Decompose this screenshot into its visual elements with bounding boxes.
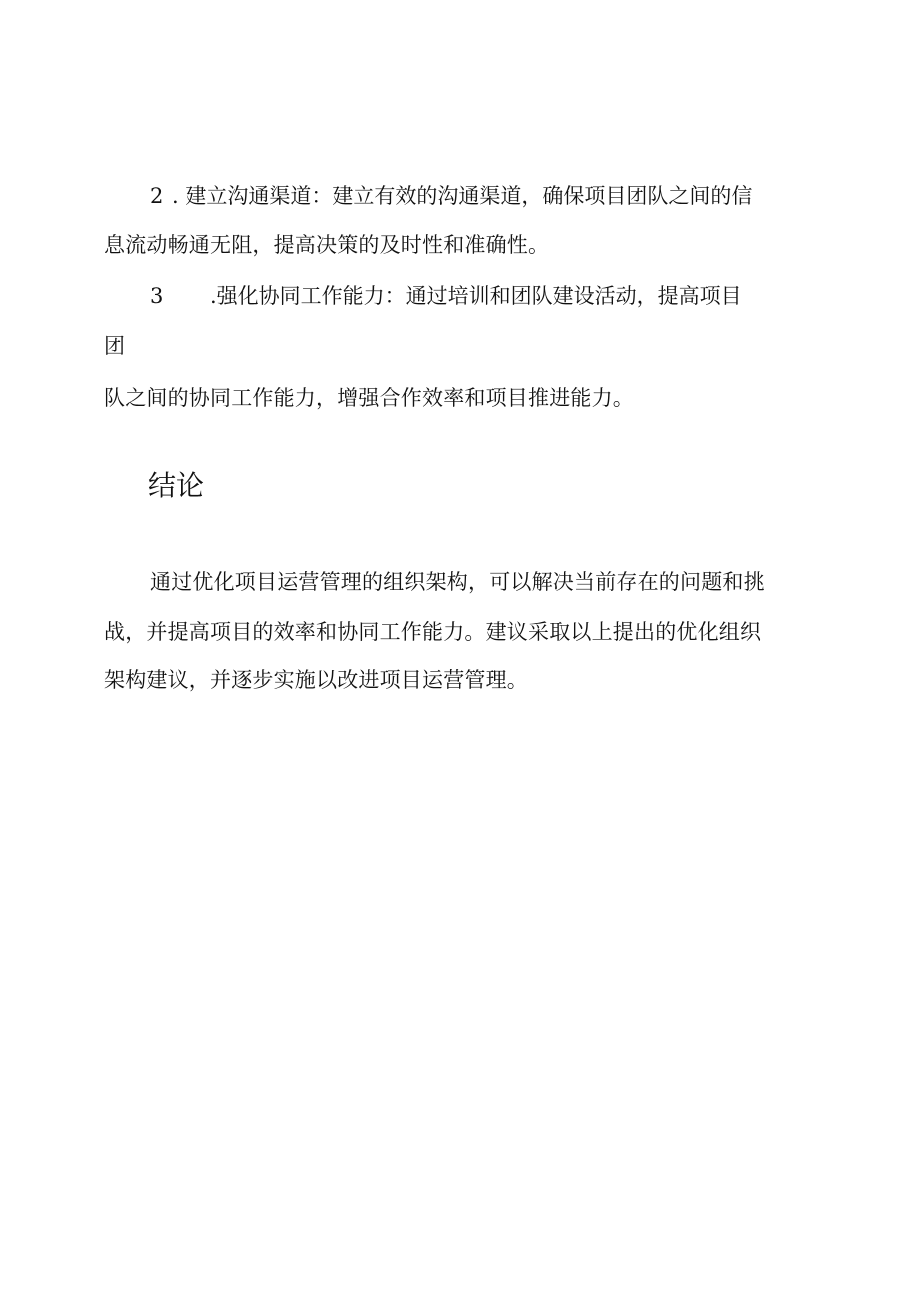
conclusion-line-1: 通过优化项目运营管理的组织架构，可以解决当前存在的问题和挑 bbox=[150, 570, 765, 594]
item-2-first-line: . 建立沟通渠道：建立有效的沟通渠道，确保项目团队之间的信 bbox=[172, 184, 753, 208]
item-3-number: 3 bbox=[150, 284, 164, 308]
conclusion-line-3: 架构建议，并逐步实施以改进项目运营管理。 bbox=[104, 668, 528, 692]
conclusion-heading: 结论 bbox=[148, 469, 205, 502]
item-3-third-line: 队之间的协同工作能力，增强合作效率和项目推进能力。 bbox=[104, 386, 634, 410]
item-2-number: 2 bbox=[150, 184, 164, 208]
item-3-second-line: 团 bbox=[104, 334, 126, 358]
item-3-first-line: .强化协同工作能力：通过培训和团队建设活动，提高项目 bbox=[210, 284, 742, 308]
conclusion-line-2: 战，并提高项目的效率和协同工作能力。建议采取以上提出的优化组织 bbox=[104, 620, 762, 644]
item-2-second-line: 息流动畅通无阻，提高决策的及时性和准确性。 bbox=[104, 233, 550, 257]
